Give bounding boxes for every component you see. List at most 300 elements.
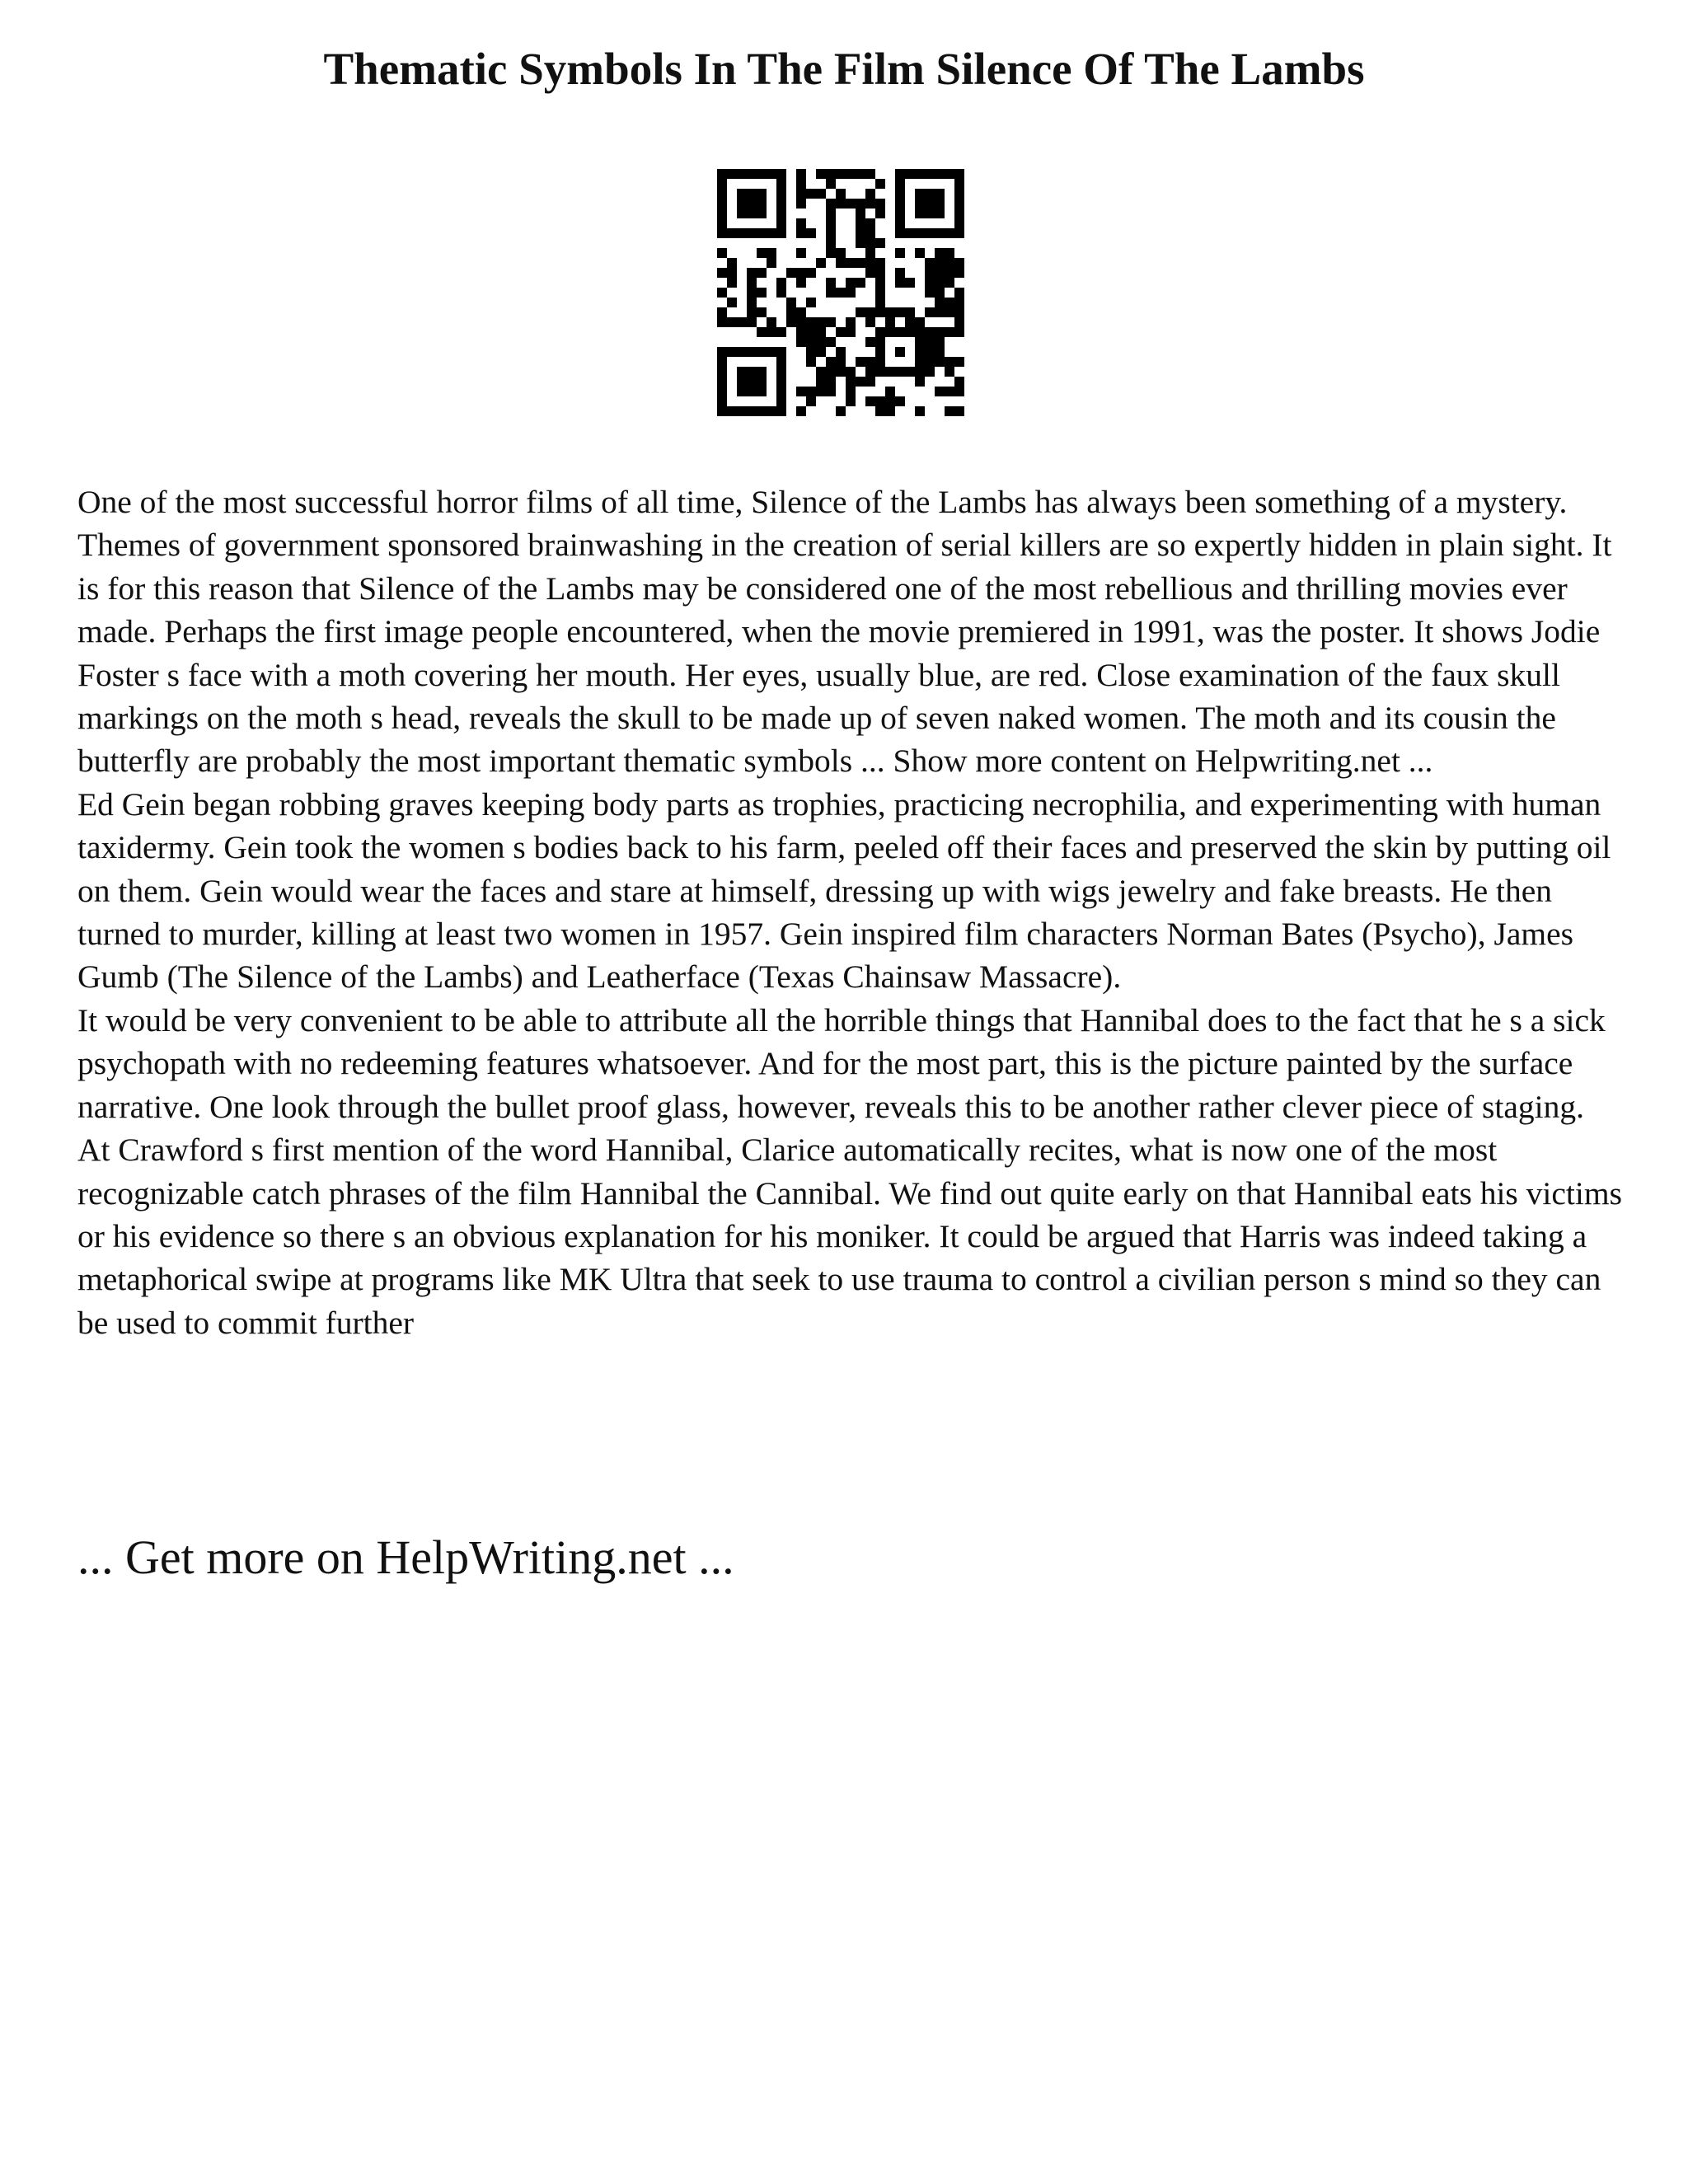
qr-module <box>915 377 925 387</box>
qr-module <box>776 406 786 416</box>
qr-module <box>757 387 767 396</box>
qr-module <box>875 238 885 248</box>
qr-module <box>767 169 776 179</box>
qr-module <box>856 258 865 268</box>
qr-module <box>895 347 905 357</box>
qr-module <box>895 189 905 199</box>
qr-module <box>915 357 925 367</box>
qr-module <box>747 298 757 307</box>
article-body <box>77 480 1627 1344</box>
qr-module <box>935 327 945 337</box>
qr-module <box>796 218 806 228</box>
qr-module <box>796 248 806 258</box>
qr-module <box>875 357 885 367</box>
qr-module <box>727 169 737 179</box>
qr-module <box>806 268 816 278</box>
qr-code-icon <box>717 169 964 416</box>
qr-module <box>796 317 806 327</box>
qr-module <box>776 199 786 209</box>
qr-module <box>816 377 826 387</box>
qr-module <box>925 189 935 199</box>
qr-module <box>954 209 964 218</box>
qr-module <box>727 317 737 327</box>
qr-module <box>865 337 875 347</box>
qr-module <box>776 179 786 189</box>
qr-module <box>935 258 945 268</box>
qr-module <box>786 268 796 278</box>
qr-module <box>717 268 727 278</box>
document-title: Thematic Symbols In The Film Silence Of The Lambs <box>323 44 1365 94</box>
qr-module <box>846 288 856 298</box>
qr-module <box>895 278 905 288</box>
qr-module <box>816 327 826 337</box>
qr-module <box>737 189 747 199</box>
qr-module <box>747 228 757 238</box>
qr-module <box>717 406 727 416</box>
qr-module <box>717 199 727 209</box>
qr-module <box>717 387 727 396</box>
qr-module <box>826 179 836 189</box>
qr-module <box>905 169 915 179</box>
qr-module <box>935 268 945 278</box>
qr-module <box>895 228 905 238</box>
qr-module <box>875 288 885 298</box>
qr-module <box>826 248 836 258</box>
qr-module <box>954 327 964 337</box>
qr-module <box>925 209 935 218</box>
qr-module <box>836 406 846 416</box>
qr-module <box>806 347 816 357</box>
qr-module <box>737 347 747 357</box>
qr-module <box>935 288 945 298</box>
qr-module <box>806 327 816 337</box>
qr-module <box>954 377 964 387</box>
qr-module <box>905 278 915 288</box>
qr-module <box>757 199 767 209</box>
qr-module <box>846 317 856 327</box>
qr-module <box>925 258 935 268</box>
qr-module <box>737 209 747 218</box>
qr-module <box>727 268 737 278</box>
qr-module <box>836 347 846 357</box>
qr-module <box>895 268 905 278</box>
qr-module <box>806 337 816 347</box>
qr-module <box>945 258 954 268</box>
paragraph: At Crawford s first mention of the word Hannibal, Clarice automatically recites, what is now one of the most recognizable catch phrases of the film Hannibal the Cannibal. We find out quite early on that Hannibal eats his victims or his evidence so there s an obvious explanation for his moniker. It could be argued that Harris was indeed taking a metaphorical swipe at programs like MK Ultra that seek to use trauma to control a civilian person s mind so they can be used to commit further <box>77 1132 1622 1341</box>
qr-module <box>875 396 885 406</box>
qr-module <box>757 268 767 278</box>
qr-module <box>826 288 836 298</box>
qr-module <box>915 169 925 179</box>
qr-module <box>846 367 856 377</box>
qr-module <box>954 406 964 416</box>
qr-module <box>935 228 945 238</box>
qr-module <box>875 268 885 278</box>
qr-module <box>757 406 767 416</box>
get-more-link[interactable]: ... Get more on HelpWriting.net ... <box>77 1530 734 1584</box>
qr-module <box>757 307 767 317</box>
qr-module <box>826 228 836 238</box>
qr-module <box>796 169 806 179</box>
qr-module <box>915 327 925 337</box>
qr-module <box>836 288 846 298</box>
qr-module <box>875 327 885 337</box>
qr-module <box>806 387 816 396</box>
qr-module <box>945 357 954 367</box>
qr-module <box>935 347 945 357</box>
qr-module <box>954 307 964 317</box>
qr-module <box>875 179 885 189</box>
qr-module <box>865 218 875 228</box>
qr-module <box>945 248 954 258</box>
qr-module <box>806 298 816 307</box>
qr-module <box>816 258 826 268</box>
qr-module <box>895 396 905 406</box>
qr-module <box>895 248 905 258</box>
qr-module <box>796 278 806 288</box>
qr-module <box>727 228 737 238</box>
qr-module <box>925 268 935 278</box>
qr-module <box>865 357 875 367</box>
qr-module <box>925 347 935 357</box>
qr-module <box>826 387 836 396</box>
qr-module <box>856 307 865 317</box>
qr-module <box>727 347 737 357</box>
qr-module <box>935 337 945 347</box>
qr-module <box>767 248 776 258</box>
qr-module <box>747 347 757 357</box>
qr-module <box>806 317 816 327</box>
qr-module <box>905 317 915 327</box>
qr-module <box>856 199 865 209</box>
qr-module <box>717 396 727 406</box>
qr-module <box>747 367 757 377</box>
qr-module <box>776 377 786 387</box>
qr-module <box>717 189 727 199</box>
qr-module <box>945 228 954 238</box>
qr-module <box>945 387 954 396</box>
qr-module <box>925 307 935 317</box>
qr-module <box>717 317 727 327</box>
qr-module <box>846 396 856 406</box>
qr-module <box>954 268 964 278</box>
qr-module <box>806 396 816 406</box>
qr-module <box>925 228 935 238</box>
qr-module <box>865 228 875 238</box>
qr-module <box>846 377 856 387</box>
qr-module <box>865 199 875 209</box>
qr-module <box>856 238 865 248</box>
qr-module <box>826 377 836 387</box>
qr-module <box>865 268 875 278</box>
qr-module <box>846 278 856 288</box>
qr-module <box>935 169 945 179</box>
qr-module <box>856 209 865 218</box>
qr-module <box>836 258 846 268</box>
qr-module <box>767 228 776 238</box>
qr-module <box>826 199 836 209</box>
qr-module <box>925 337 935 347</box>
qr-module <box>945 278 954 288</box>
qr-module <box>915 347 925 357</box>
qr-module <box>747 268 757 278</box>
qr-module <box>747 199 757 209</box>
qr-module <box>865 189 875 199</box>
qr-module <box>816 347 826 357</box>
qr-module <box>885 396 895 406</box>
qr-module <box>816 169 826 179</box>
qr-module <box>717 169 727 179</box>
qr-module <box>747 278 757 288</box>
qr-module <box>717 367 727 377</box>
qr-module <box>747 209 757 218</box>
qr-module <box>796 387 806 396</box>
qr-module <box>895 327 905 337</box>
qr-module <box>856 357 865 367</box>
qr-module <box>885 327 895 337</box>
qr-module <box>796 406 806 416</box>
qr-module <box>935 199 945 209</box>
qr-module <box>776 228 786 238</box>
qr-module <box>895 199 905 209</box>
qr-module <box>737 367 747 377</box>
qr-module <box>895 218 905 228</box>
qr-module <box>875 209 885 218</box>
qr-module <box>905 327 915 337</box>
qr-module <box>925 357 935 367</box>
qr-module <box>717 248 727 258</box>
qr-module <box>935 189 945 199</box>
qr-module <box>796 228 806 238</box>
qr-module <box>865 238 875 248</box>
qr-module <box>954 218 964 228</box>
paragraph: One of the most successful horror films of all time, Silence of the Lambs has always been something of a mystery. Themes of government sponsored brainwashing in the creation of serial killers are so expertly hidden in plain sight. It is for this reason that Silence of the Lambs may be considered one of the most rebellious and thrilling movies ever made. Perhaps the first image people encountered, when the movie premiered in 1991, was the poster. It shows Jodie Foster s face with a moth covering her mouth. Her eyes, usually blue, are red. Close examination of the faux skull markings on the moth s head, reveals the skull to be made up of seven naked women. The moth and its cousin the butterfly are probably the most important thematic symbols ... Show more content on Helpwriting.net ... <box>77 484 1612 780</box>
qr-module <box>717 179 727 189</box>
qr-module <box>717 377 727 387</box>
qr-module <box>885 406 895 416</box>
qr-module <box>945 268 954 278</box>
qr-module <box>796 307 806 317</box>
qr-module <box>865 248 875 258</box>
qr-module <box>865 317 875 327</box>
qr-module <box>875 199 885 209</box>
qr-module <box>816 387 826 396</box>
qr-module <box>737 228 747 238</box>
qr-module <box>796 179 806 189</box>
qr-module <box>925 169 935 179</box>
qr-module <box>885 317 895 327</box>
qr-module <box>747 377 757 387</box>
qr-module <box>945 169 954 179</box>
qr-module <box>905 307 915 317</box>
qr-module <box>757 367 767 377</box>
qr-module <box>954 317 964 327</box>
qr-module <box>747 189 757 199</box>
qr-module <box>757 209 767 218</box>
qr-module <box>925 367 935 377</box>
qr-module <box>885 307 895 317</box>
qr-module <box>717 288 727 298</box>
qr-module <box>786 307 796 317</box>
qr-module <box>767 406 776 416</box>
qr-module <box>895 367 905 377</box>
qr-module <box>856 218 865 228</box>
qr-module <box>925 199 935 209</box>
qr-module <box>954 288 964 298</box>
qr-module <box>717 347 727 357</box>
qr-module <box>846 387 856 396</box>
qr-module <box>747 406 757 416</box>
qr-module <box>717 209 727 218</box>
qr-module <box>885 367 895 377</box>
qr-module <box>717 307 727 317</box>
qr-module <box>826 278 836 288</box>
qr-module <box>737 387 747 396</box>
qr-module <box>846 199 856 209</box>
qr-module <box>856 228 865 238</box>
qr-module <box>865 258 875 268</box>
qr-module <box>826 367 836 377</box>
qr-module <box>865 307 875 317</box>
qr-module <box>915 367 925 377</box>
qr-module <box>826 357 836 367</box>
qr-module <box>875 298 885 307</box>
qr-module <box>776 387 786 396</box>
qr-module <box>935 209 945 218</box>
qr-module <box>826 209 836 218</box>
qr-module <box>925 288 935 298</box>
qr-module <box>796 327 806 337</box>
qr-module <box>737 406 747 416</box>
qr-module <box>875 367 885 377</box>
qr-module <box>727 278 737 288</box>
qr-module <box>875 347 885 357</box>
qr-module <box>776 327 786 337</box>
qr-module <box>945 367 954 377</box>
qr-module <box>786 317 796 327</box>
qr-module <box>776 209 786 218</box>
qr-module <box>806 228 816 238</box>
qr-module <box>796 268 806 278</box>
qr-module <box>915 189 925 199</box>
qr-module <box>776 189 786 199</box>
qr-module <box>776 367 786 377</box>
qr-module <box>915 209 925 218</box>
qr-module <box>895 169 905 179</box>
qr-module <box>846 169 856 179</box>
qr-module <box>757 189 767 199</box>
qr-module <box>757 228 767 238</box>
qr-module <box>796 337 806 347</box>
qr-module <box>856 169 865 179</box>
qr-module <box>747 317 757 327</box>
qr-module <box>767 327 776 337</box>
qr-module <box>915 406 925 416</box>
qr-module <box>935 357 945 367</box>
qr-module <box>895 209 905 218</box>
qr-module <box>776 357 786 367</box>
qr-module <box>875 278 885 288</box>
qr-module <box>816 337 826 347</box>
qr-module <box>856 377 865 387</box>
qr-module <box>875 307 885 317</box>
qr-module <box>836 169 846 179</box>
qr-module <box>826 317 836 327</box>
qr-module <box>767 258 776 268</box>
qr-module <box>895 179 905 189</box>
qr-module <box>747 169 757 179</box>
qr-module <box>954 189 964 199</box>
qr-module <box>757 288 767 298</box>
qr-module <box>954 179 964 189</box>
qr-module <box>865 169 875 179</box>
qr-module <box>846 327 856 337</box>
qr-module <box>737 377 747 387</box>
qr-module <box>925 278 935 288</box>
qr-module <box>935 298 945 307</box>
qr-module <box>826 169 836 179</box>
qr-module <box>945 298 954 307</box>
qr-module <box>737 317 747 327</box>
qr-module <box>945 307 954 317</box>
qr-module <box>786 298 796 307</box>
qr-module <box>915 317 925 327</box>
qr-module <box>737 199 747 209</box>
qr-module <box>717 218 727 228</box>
qr-module <box>856 278 865 288</box>
qr-module <box>776 288 786 298</box>
qr-module <box>776 278 786 288</box>
qr-module <box>865 377 875 387</box>
qr-module <box>757 347 767 357</box>
qr-module <box>905 367 915 377</box>
qr-module <box>806 189 816 199</box>
qr-module <box>954 228 964 238</box>
qr-module <box>865 396 875 406</box>
qr-module <box>796 199 806 209</box>
qr-module <box>747 387 757 396</box>
qr-module <box>776 169 786 179</box>
qr-module <box>954 298 964 307</box>
qr-module <box>776 396 786 406</box>
qr-module <box>935 248 945 258</box>
qr-module <box>737 169 747 179</box>
qr-module <box>836 327 846 337</box>
qr-module <box>806 357 816 367</box>
paragraph: Ed Gein began robbing graves keeping body parts as trophies, practicing necrophilia, and experimenting with human taxidermy. Gein took the women s bodies back to his farm, peeled off their faces and preserved the skin by putting oil on them. Gein would wear the faces and stare at himself, dressing up with wigs jewelry and fake breasts. He then turned to murder, killing at least two women in 1957. Gein inspired film characters Norman Bates (Psycho), James Gumb (The Silence of the Lambs) and Leatherface (Texas Chainsaw Massacre). <box>77 785 1611 996</box>
qr-module <box>915 248 925 258</box>
qr-module <box>836 189 846 199</box>
qr-module <box>747 288 757 298</box>
qr-module <box>767 347 776 357</box>
qr-module <box>895 307 905 317</box>
qr-module <box>796 189 806 199</box>
qr-module <box>945 327 954 337</box>
qr-module <box>915 199 925 209</box>
qr-module <box>954 199 964 209</box>
qr-module <box>757 248 767 258</box>
qr-module <box>935 278 945 288</box>
qr-module <box>717 357 727 367</box>
qr-module <box>905 228 915 238</box>
qr-module <box>846 258 856 268</box>
qr-module <box>826 337 836 347</box>
qr-module <box>836 367 846 377</box>
qr-module <box>826 238 836 248</box>
qr-module <box>747 307 757 317</box>
qr-module <box>826 218 836 228</box>
qr-module <box>727 258 737 268</box>
